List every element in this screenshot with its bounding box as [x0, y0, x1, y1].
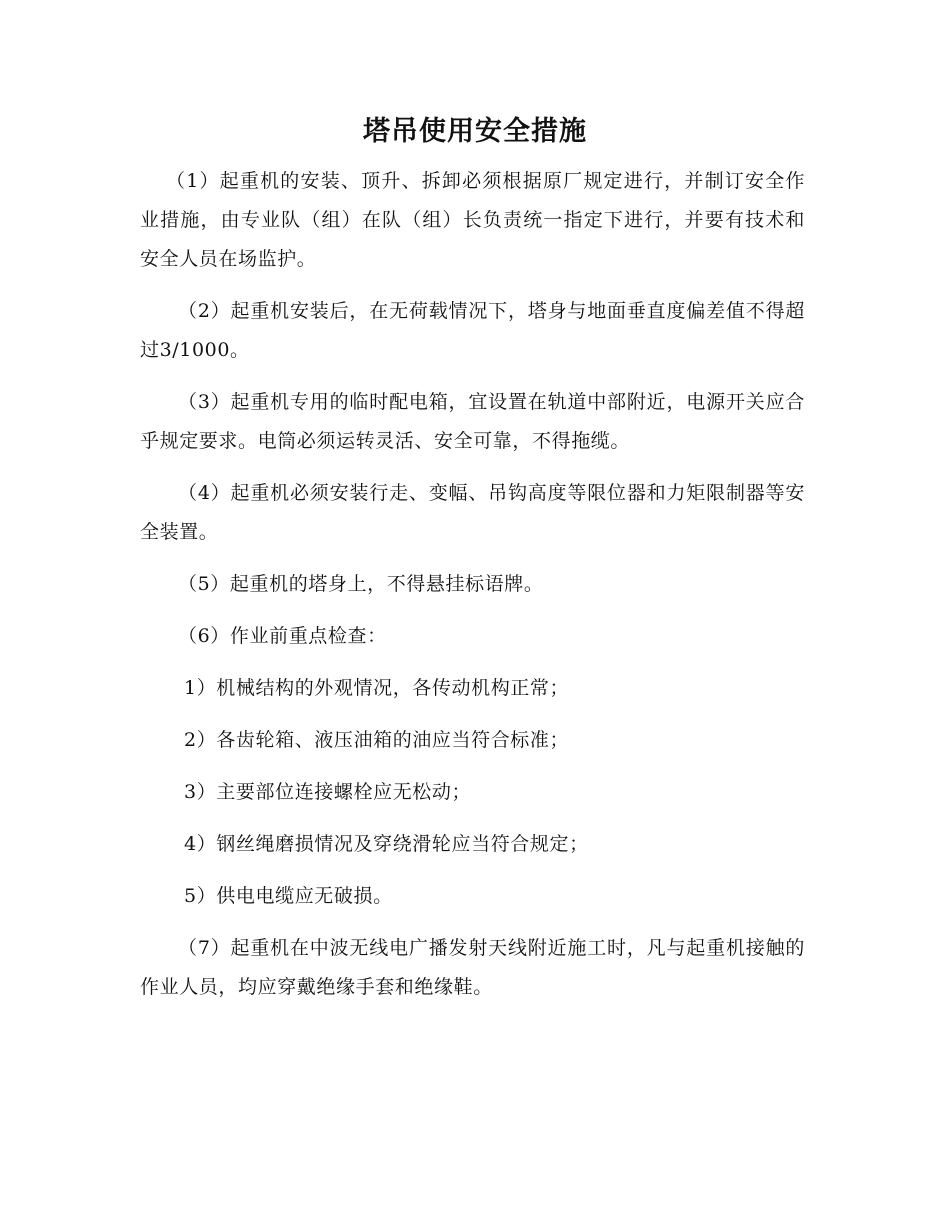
paragraph-5: （5）起重机的塔身上，不得悬挂标语牌。 [178, 573, 544, 595]
paragraph-4: （4）起重机必须安装行走、变幅、吊钩高度等限位器和力矩限制器等安全装置。 [140, 482, 805, 543]
document-body [140, 162, 805, 1020]
document-title: 塔吊使用安全措施 [363, 116, 587, 147]
checklist-item-5: 5）供电电缆应无破损。 [184, 885, 393, 907]
checklist-item-3: 3）主要部位连接螺栓应无松动； [184, 781, 472, 803]
paragraph-3: （3）起重机专用的临时配电箱，宜设置在轨道中部附近，电源开关应合乎规定要求。电筒必须运转灵活、安全可靠，不得拖缆。 [140, 391, 805, 452]
checklist-item-4: 4）钢丝绳磨损情况及穿绕滑轮应当符合规定； [184, 833, 589, 855]
paragraph-2: （2）起重机安装后，在无荷载情况下，塔身与地面垂直度偏差值不得超过3/1000。 [140, 300, 805, 361]
checklist-item-2: 2）各齿轮箱、液压油箱的油应当符合标准； [184, 729, 570, 751]
paragraph-1: （1）起重机的安装、顶升、拆卸必须根据原厂规定进行，并制订安全作业措施，由专业队（组）在队（组）长负责统一指定下进行，并要有技术和安全人员在场监护。 [140, 170, 805, 270]
checklist-item-1: 1）机械结构的外观情况，各传动机构正常； [184, 677, 570, 699]
paragraph-7: （7）起重机在中波无线电广播发射天线附近施工时，凡与起重机接触的作业人员，均应穿戴绝缘手套和绝缘鞋。 [140, 937, 805, 998]
paragraph-6: （6）作业前重点检查： [178, 625, 387, 647]
